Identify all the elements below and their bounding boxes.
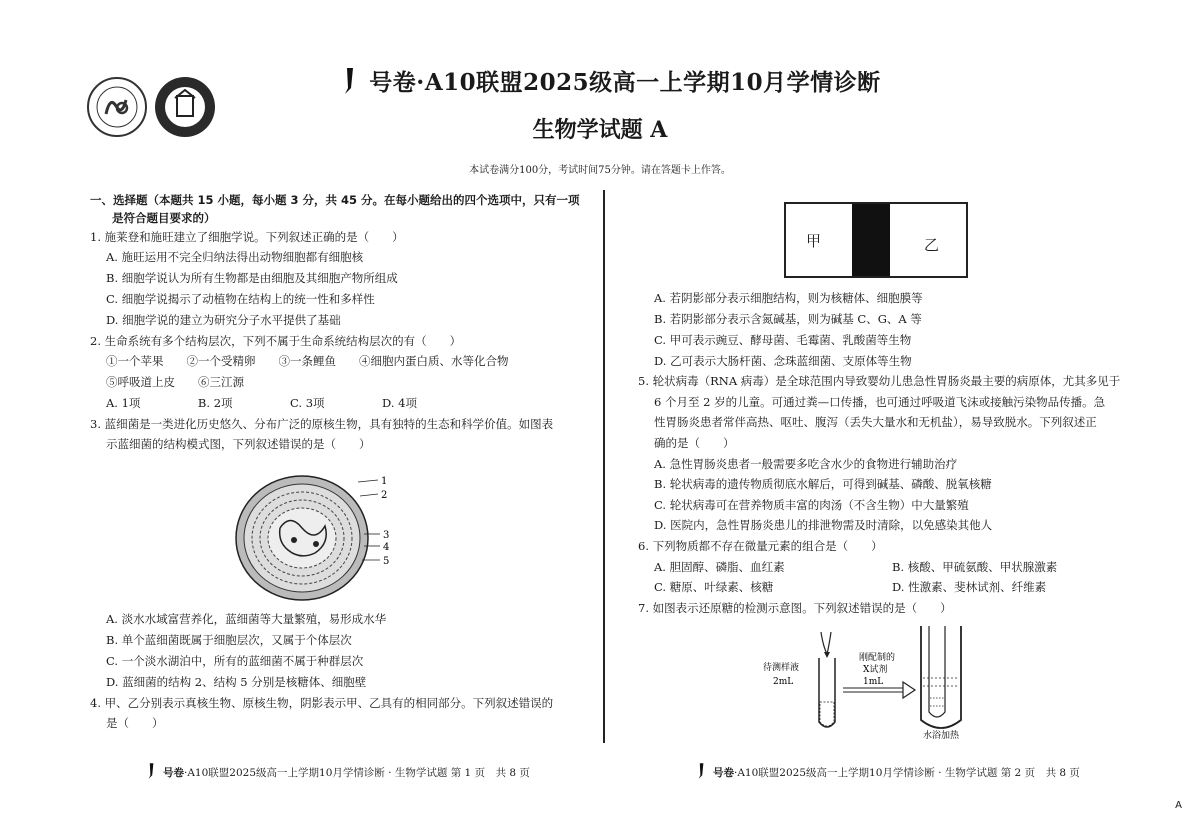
q6-option-d: D. 性激素、斐林试剂、纤维素	[892, 580, 1047, 594]
question-2: 2. 生命系统有多个结构层次，下列不属于生命系统结构层次的有（ ）	[90, 334, 462, 348]
question-3-cont: 示蓝细菌的结构模式图，下列叙述错误的是（ ）	[106, 437, 371, 451]
q2-items-1: ①一个苹果 ②一个受精卵 ③一条鲤鱼 ④细胞内蛋白质、水等化合物	[106, 354, 509, 368]
box-label-yi: 乙	[924, 236, 940, 254]
brand-text: 号卷	[369, 69, 417, 96]
fig-label-2: 2	[381, 490, 388, 501]
question-6: 6. 下列物质都不存在微量元素的组合是（ ）	[638, 539, 883, 553]
exam-title: 号卷·A10联盟2025级高一上学期10月学情诊断	[330, 64, 890, 97]
q3-option-b: B. 单个蓝细菌既属于细胞层次，又属于个体层次	[106, 633, 352, 647]
venn-box	[784, 202, 968, 278]
label-reagent-1: 刚配制的	[859, 653, 896, 663]
question-5-cont-3: 确的是（ ）	[654, 436, 735, 450]
label-reagent-vol: 1mL	[863, 677, 884, 687]
footer-right: 号卷·A10联盟2025级高一上学期10月学情诊断 · 生物学试题 第 2 页 共 8 页	[695, 762, 1080, 780]
section-title-cont: 是符合题目要求的）	[112, 211, 216, 225]
question-1: 1. 施莱登和施旺建立了细胞学说。下列叙述正确的是（ ）	[90, 230, 404, 244]
brand-icon	[145, 762, 163, 780]
footer-left: 号卷·A10联盟2025级高一上学期10月学情诊断 · 生物学试题 第 1 页 共 8 页	[145, 762, 530, 780]
q6-option-b: B. 核酸、甲硫氨酸、甲状腺激素	[892, 560, 1058, 574]
q1-option-c: C. 细胞学说揭示了动植物在结构上的统一性和多样性	[106, 292, 375, 306]
question-5-cont-1: 6 个月至 2 岁的儿童。可通过粪—口传播，也可通过呼吸道飞沫或接触污染物品传播。急	[654, 395, 1106, 409]
column-divider	[603, 190, 605, 743]
q6-option-c: C. 糖原、叶绿素、核糖	[654, 580, 774, 594]
fig-label-5: 5	[383, 556, 390, 567]
q2-items-2: ⑤呼吸道上皮 ⑥三江源	[106, 375, 244, 389]
q6-option-a: A. 胆固醇、磷脂、血红素	[654, 560, 785, 574]
brand-icon	[695, 762, 713, 780]
sugar-test-figure	[755, 622, 995, 746]
exam-notice: 本试卷满分100分，考试时间75分钟。请在答题卡上作答。	[469, 165, 731, 176]
q5-option-b: B. 轮状病毒的遗传物质彻底水解后，可得到碱基、磷酸、脱氧核糖	[654, 477, 992, 491]
question-5: 5. 轮状病毒（RNA 病毒）是全球范围内导致婴幼儿患急性胃肠炎最主要的病原体，尤其多见于	[638, 374, 1121, 388]
q3-option-c: C. 一个淡水湖泊中，所有的蓝细菌不属于种群层次	[106, 654, 364, 668]
q5-option-c: C. 轮状病毒可在营养物质丰富的肉汤（不含生物）中大量繁殖	[654, 498, 969, 512]
corner-mark: A	[1175, 800, 1182, 811]
label-water-bath: 水浴加热	[923, 731, 960, 741]
question-4-cont: 是（ ）	[106, 716, 164, 730]
q1-option-b: B. 细胞学说认为所有生物都是由细胞及其细胞产物所组成	[106, 271, 398, 285]
q4-option-d: D. 乙可表示大肠杆菌、念珠蓝细菌、支原体等生物	[654, 354, 912, 368]
fig-label-3: 3	[383, 530, 390, 541]
question-3: 3. 蓝细菌是一类进化历史悠久、分布广泛的原核生物，具有独特的生态和科学价值。如图表	[90, 417, 554, 431]
q4-option-a: A. 若阴影部分表示细胞结构，则为核糖体、细胞膜等	[654, 291, 923, 305]
shaded-overlap	[852, 204, 890, 276]
q5-option-a: A. 急性胃肠炎患者一般需要多吃含水少的食物进行辅助治疗	[654, 457, 958, 471]
label-sample: 待测样液	[763, 663, 800, 673]
q4-option-c: C. 甲可表示豌豆、酵母菌、毛霉菌、乳酸菌等生物	[654, 333, 912, 347]
cyanobacteria-figure	[230, 468, 420, 612]
q3-option-d: D. 蓝细菌的结构 2、结构 5 分别是核糖体、细胞壁	[106, 675, 367, 689]
q3-option-a: A. 淡水水域富营养化，蓝细菌等大量繁殖，易形成水华	[106, 612, 387, 626]
brand-icon	[339, 66, 369, 96]
question-5-cont-2: 性胃肠炎患者常伴高热、呕吐、腹泻（丢失大量水和无机盐），易导致脱水。下列叙述正	[654, 415, 1097, 429]
fig-label-4: 4	[383, 542, 390, 553]
section-title: 一、选择题（本题共 15 小题，每小题 3 分，共 45 分。在每小题给出的四个选项中，只有一项	[90, 193, 580, 207]
fig-label-1: 1	[381, 476, 388, 487]
q1-option-d: D. 细胞学说的建立为研究分子水平提供了基础	[106, 313, 341, 327]
alliance-logo	[86, 76, 148, 138]
label-sample-vol: 2mL	[773, 677, 794, 687]
q1-option-a: A. 施旺运用不完全归纳法得出动物细胞都有细胞核	[106, 250, 364, 264]
question-7: 7. 如图表示还原糖的检测示意图。下列叙述错误的是（ ）	[638, 601, 952, 615]
exam-subtitle: 生物学试题 A	[532, 117, 668, 143]
wanzhi-logo	[154, 76, 216, 138]
label-reagent-2: X试剂	[863, 665, 888, 675]
q2-options: A. 1项 B. 2项 C. 3项 D. 4项	[106, 396, 417, 410]
box-label-jia: 甲	[806, 232, 822, 250]
q4-option-b: B. 若阴影部分表示含氮碱基，则为碱基 C、G、A 等	[654, 312, 922, 326]
title-text: A10联盟2025级高一上学期10月学情诊断	[424, 69, 881, 96]
question-4: 4. 甲、乙分别表示真核生物、原核生物，阴影表示甲、乙具有的相同部分。下列叙述错误的	[90, 696, 554, 710]
q5-option-d: D. 医院内，急性胃肠炎患儿的排泄物需及时清除，以免感染其他人	[654, 518, 993, 532]
